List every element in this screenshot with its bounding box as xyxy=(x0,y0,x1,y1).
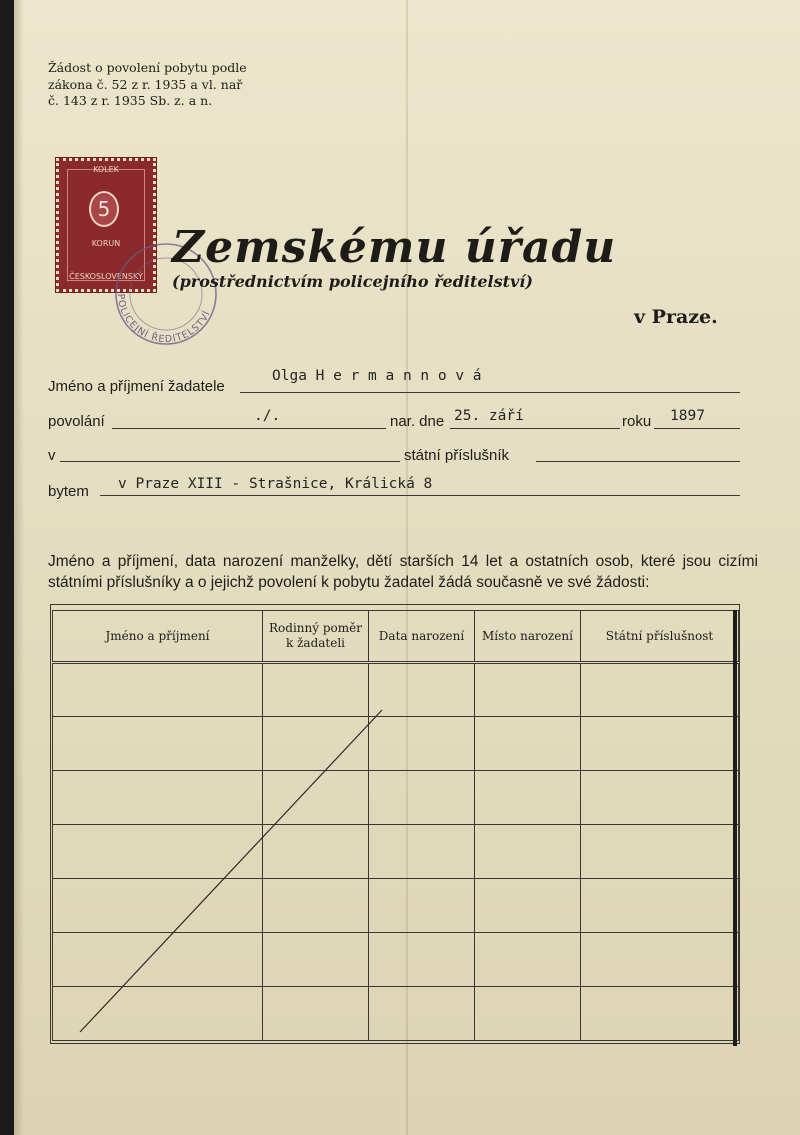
intro-line-3: č. 143 z r. 1935 Sb. z. a n. xyxy=(48,93,213,108)
residence-label: bytem xyxy=(48,483,89,500)
year-underline xyxy=(654,428,740,429)
citizenship-underline xyxy=(536,461,740,462)
table-row xyxy=(53,879,739,933)
occupation-label: povolání xyxy=(48,413,105,430)
table-row xyxy=(53,771,739,825)
residence-underline xyxy=(100,495,740,496)
residence-value[interactable]: v Praze XIII - Strašnice, Králická 8 xyxy=(118,476,433,492)
svg-text:POLICEJNÍ ŘEDITELSTVÍ xyxy=(115,293,213,345)
seal-text: POLICEJNÍ ŘEDITELSTVÍ xyxy=(114,293,214,346)
table-row xyxy=(53,825,739,879)
occupation-value[interactable]: ./. xyxy=(254,408,281,424)
birth-label: nar. dne xyxy=(390,413,445,430)
year-label: roku xyxy=(622,413,652,430)
col-header-birth-place: Místo narození xyxy=(475,611,581,663)
document-page xyxy=(14,0,800,1135)
col-header-name: Jméno a příjmení xyxy=(53,611,263,663)
table-row xyxy=(53,663,739,717)
table-right-rule xyxy=(733,610,737,1046)
persons-table xyxy=(52,610,739,1041)
stamp-band-text: KORUN xyxy=(91,239,121,248)
table-row xyxy=(53,933,739,987)
instructions-paragraph: Jméno a příjmení, data narození manželky, dětí starších 14 let a ostatních osob, které jsou cizími státními příslušníky a o jejichž povolení k pobytu žadatel žádá současně ve své žádosti: xyxy=(48,553,758,591)
name-label: Jméno a příjmení žadatele xyxy=(48,378,225,395)
stamp-denomination: 5 xyxy=(89,191,119,227)
place-label: v xyxy=(48,447,56,464)
col-header-citizenship: Státní příslušnost xyxy=(581,611,739,663)
page-subtitle: (prostřednictvím policejního ředitelství) xyxy=(172,272,533,291)
stamp-top-text: KOLEK xyxy=(93,165,119,174)
intro-text xyxy=(48,60,278,110)
table-row xyxy=(53,987,739,1041)
name-underline xyxy=(240,392,740,393)
intro-line-1: Žádost o povolení pobytu podle xyxy=(48,60,247,75)
city-heading: v Praze. xyxy=(634,306,718,328)
page-title: Zemskému úřadu xyxy=(172,222,617,273)
birth-value[interactable]: 25. září xyxy=(454,408,524,424)
col-header-birth-date: Data narození xyxy=(369,611,475,663)
col-header-relation: Rodinný poměr k žadateli xyxy=(263,611,369,663)
place-underline xyxy=(60,461,400,462)
name-value[interactable]: Olga H e r m a n n o v á xyxy=(272,368,482,384)
intro-line-2: zákona č. 52 z r. 1935 a vl. nař xyxy=(48,76,243,92)
table-row xyxy=(53,717,739,771)
page-edge-shadow xyxy=(14,0,24,1135)
stamp-bottom-text: ČESKOSLOVENSKÝ xyxy=(69,272,143,281)
occupation-underline xyxy=(112,428,386,429)
citizenship-label: státní příslušník xyxy=(404,447,510,464)
year-value[interactable]: 1897 xyxy=(670,408,705,424)
birth-underline xyxy=(450,428,620,429)
